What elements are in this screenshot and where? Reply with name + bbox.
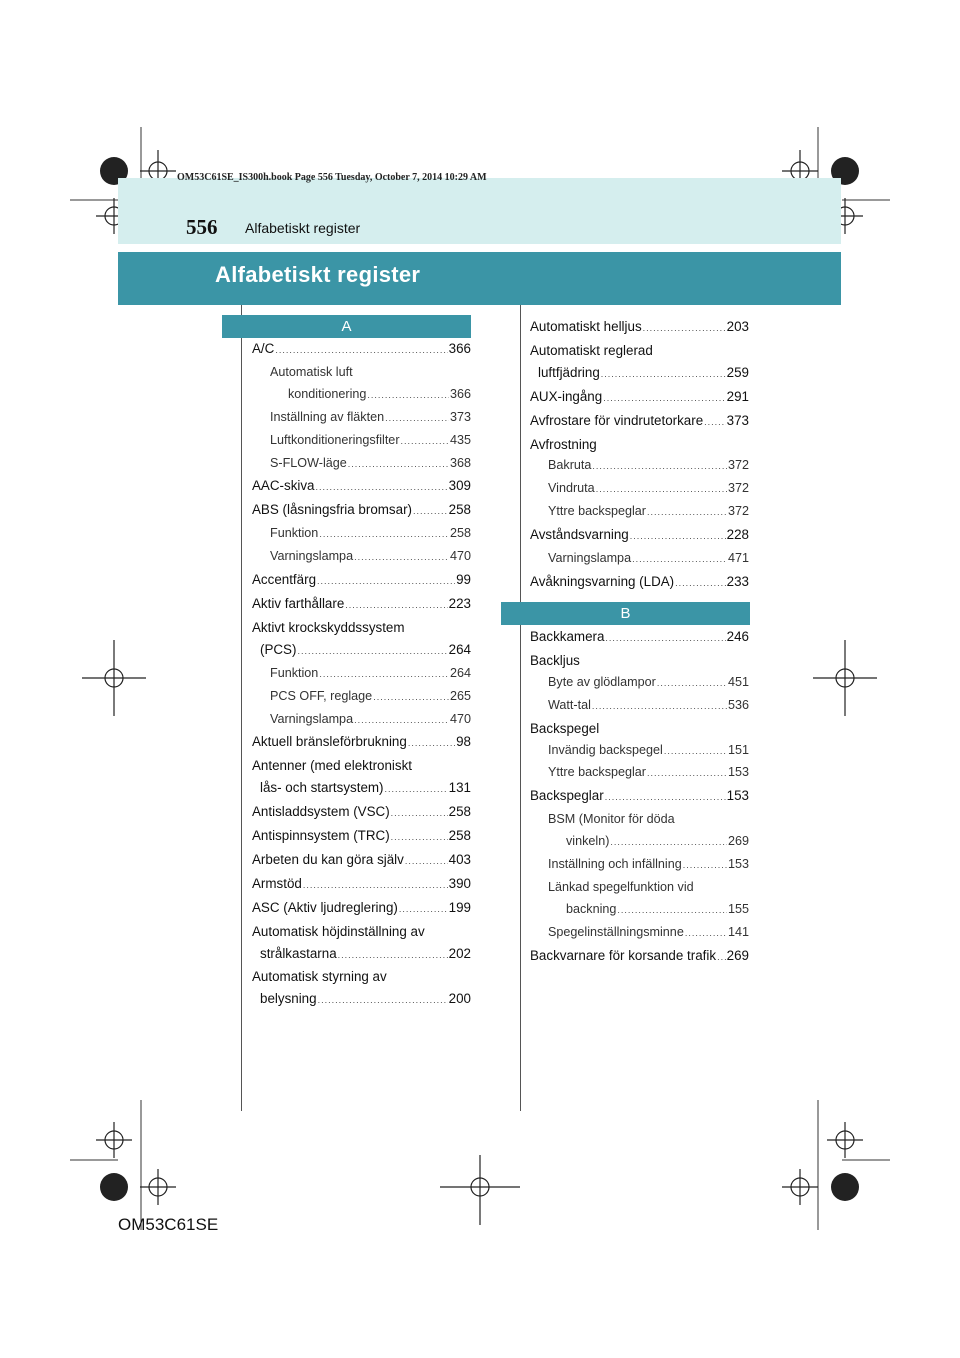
index-subentry: Automatisk luft [270,364,353,379]
index-subentry: Funktion ..... 264 [252,663,471,686]
index-entry: Backkamera ..... 246 [530,626,749,650]
index-entry: Automatiskt helljus ..... 203 [530,316,749,340]
index-subentry: PCS OFF, reglage ..... 265 [252,686,471,709]
index-subentry: backning ..... 155 [530,899,749,922]
index-entry: Antisladdsystem (VSC) ..... 258 [252,801,471,825]
index-subentry: Inställning av fläkten ..... 373 [252,407,471,430]
index-column-left [252,338,471,1012]
letter-heading-a: A [222,315,471,338]
index-subentry: Funktion ..... 258 [252,523,471,546]
index-subentry: Luftkonditioneringsfilter ..... 435 [252,430,471,453]
index-entry: strålkastarna ..... 202 [252,943,471,967]
index-entry: Aktiv farthållare ..... 223 [252,593,471,617]
page-title: Alfabetiskt register [215,262,421,287]
index-entry: ABS (låsningsfria bromsar) ..... 258 [252,499,471,523]
index-entry: Backspegel [530,720,600,736]
index-subentry: Watt-tal ..... 536 [530,695,749,718]
index-subentry: Varningslampa ..... 470 [252,546,471,569]
letter-heading-b: B [501,602,750,625]
index-column-right-b [530,626,749,969]
index-entry: Avståndsvarning ..... 228 [530,524,749,548]
index-entry: Backvarnare för korsande trafik ..... 269 [530,945,749,969]
index-entry: Backspeglar ..... 153 [530,785,749,809]
index-entry: Aktuell bränsleförbrukning ..... 98 [252,731,471,755]
index-entry: Arbeten du kan göra själv ..... 403 [252,849,471,873]
index-entry: AUX-ingång ..... 291 [530,386,749,410]
index-subentry: Spegelinställningsminne ..... 141 [530,922,749,945]
header-bar [118,178,841,244]
index-entry: Backljus [530,652,580,668]
index-subentry: Yttre backspeglar ..... 372 [530,501,749,524]
index-subentry: Varningslampa ..... 470 [252,709,471,732]
index-entry: A/C ..... 366 [252,338,471,362]
index-subentry: vinkeln) ..... 269 [530,831,749,854]
index-entry: Aktivt krockskyddssystem [252,619,405,635]
index-subentry: Byte av glödlampor ..... 451 [530,672,749,695]
index-entry: AAC-skiva ..... 309 [252,475,471,499]
section-heading: Alfabetiskt register [245,220,361,236]
index-subentry: Inställning och infällning ..... 153 [530,854,749,877]
index-entry: Antenner (med elektroniskt [252,758,413,774]
index-entry: ASC (Aktiv ljudreglering) ..... 199 [252,897,471,921]
index-entry: Armstöd ..... 390 [252,873,471,897]
index-subentry: Yttre backspeglar ..... 153 [530,762,749,785]
index-entry: Automatiskt reglerad [530,342,653,358]
index-entry: Avåkningsvarning (LDA) ..... 233 [530,571,749,595]
index-subentry: Invändig backspegel ..... 151 [530,740,749,763]
index-subentry: konditionering ..... 366 [252,384,471,407]
index-entry: Antispinnsystem (TRC) ..... 258 [252,825,471,849]
index-subentry: Länkad spegelfunktion vid [548,879,694,894]
page-number: 556 [186,215,218,239]
column-divider-right [520,305,521,1111]
index-entry: (PCS) ..... 264 [252,639,471,663]
index-entry: belysning ..... 200 [252,988,471,1012]
book-info: OM53C61SE_IS300h.book Page 556 Tuesday, October 7, 2014 10:29 AM [177,172,487,183]
index-entry: lås- och startsystem) ..... 131 [252,777,471,801]
index-subentry: S-FLOW-läge ..... 368 [252,453,471,476]
footer-code: OM53C61SE [118,1215,219,1234]
index-subentry: Varningslampa ..... 471 [530,548,749,571]
index-subentry: Bakruta ..... 372 [530,455,749,478]
index-entry: Automatisk styrning av [252,969,387,985]
index-entry: Avfrostare för vindrutetorkare ..... 373 [530,410,749,434]
index-subentry: BSM (Monitor för döda [548,812,675,827]
index-entry: luftfjädring ..... 259 [530,362,749,386]
index-column-right-a [530,316,749,595]
index-entry: Avfrostning [530,436,597,452]
column-divider-left [241,305,242,1111]
index-subentry: Vindruta ..... 372 [530,478,749,501]
index-entry: Automatisk höjdinställning av [252,923,425,939]
index-entry: Accentfärg ..... 99 [252,569,471,593]
